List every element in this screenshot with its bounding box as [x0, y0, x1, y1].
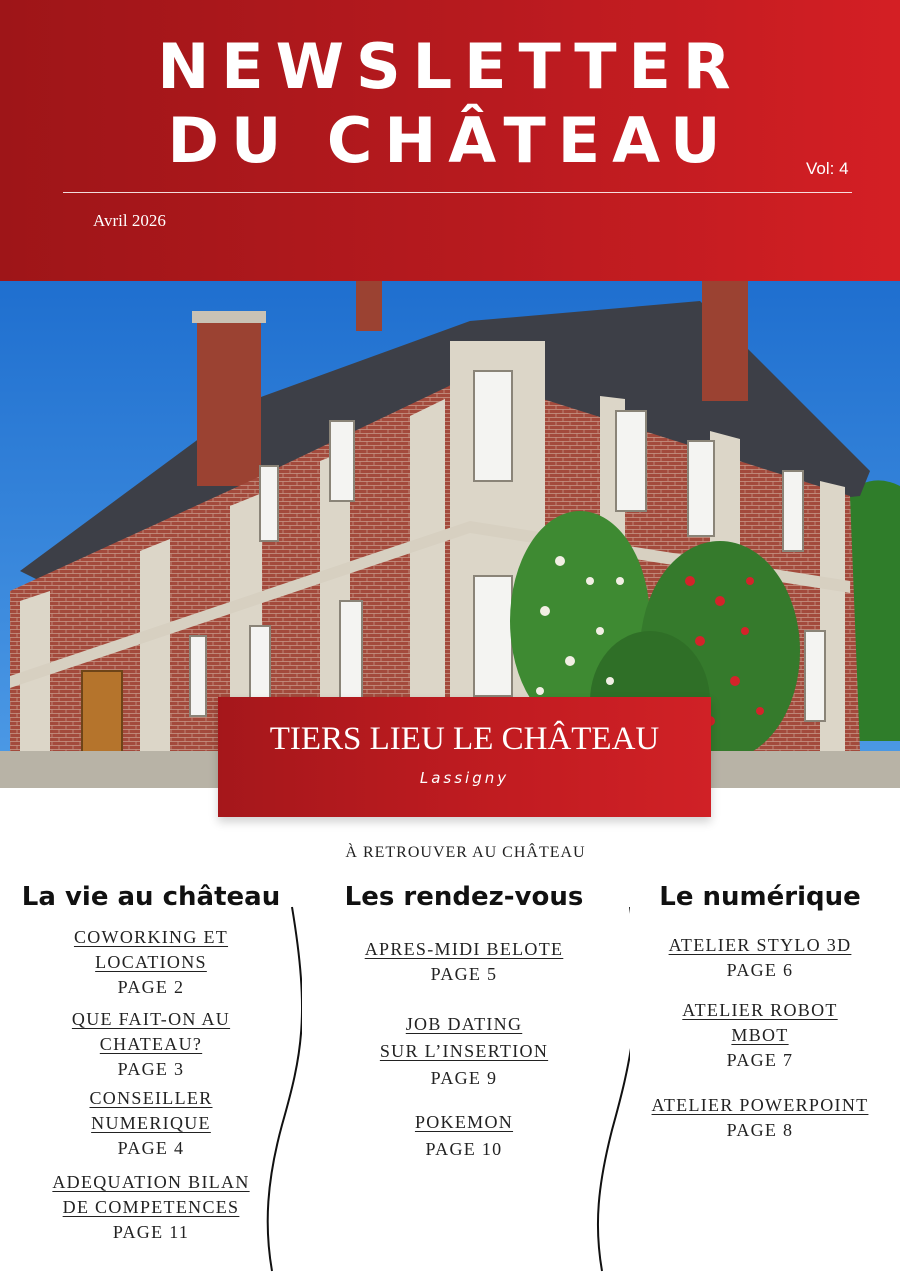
column-rendez-vous — [318, 878, 610, 1159]
toc-entry-title[interactable]: POKEMON — [414, 1112, 514, 1132]
column-heading: Les rendez-vous — [344, 882, 584, 912]
toc-entry-pokemon[interactable] — [318, 1109, 610, 1163]
toc-entry-title[interactable]: ATELIER POWERPOINT — [651, 1095, 869, 1115]
toc-entry-page: PAGE 3 — [117, 1059, 185, 1079]
toc-entry-title[interactable]: NUMERIQUE — [91, 1113, 211, 1133]
toc-entry-page: PAGE 10 — [425, 1139, 503, 1159]
toc-entry-title[interactable]: CHATEAU? — [99, 1034, 203, 1054]
toc-entry-page: PAGE 5 — [430, 964, 498, 984]
issue-date: Avril 2026 — [93, 211, 166, 230]
toc-entry-belote[interactable] — [318, 937, 610, 987]
wavy-divider-right — [590, 905, 630, 1273]
toc-entry-page: PAGE 7 — [726, 1050, 794, 1070]
hero-banner — [218, 697, 711, 817]
column-vie-au-chateau — [12, 878, 290, 1242]
toc-entry-title[interactable]: CONSEILLER — [89, 1088, 213, 1108]
section-label: À RETROUVER AU CHÂTEAU — [345, 844, 586, 861]
toc-entry-title[interactable]: MBOT — [731, 1025, 789, 1045]
header-band — [0, 0, 900, 281]
toc-entry-stylo-3d[interactable] — [640, 933, 880, 983]
toc-entry-page: PAGE 4 — [117, 1138, 185, 1158]
volume-label: Vol: 4 — [806, 159, 849, 178]
toc-entry-conseiller[interactable] — [12, 1086, 290, 1161]
toc-entry-coworking[interactable] — [12, 925, 290, 1000]
toc-entry-title[interactable]: QUE FAIT-ON AU — [71, 1009, 231, 1029]
toc-entry-robot-mbot[interactable] — [640, 998, 880, 1073]
newsletter-title — [0, 30, 900, 178]
toc-entry-powerpoint[interactable] — [640, 1093, 880, 1143]
column-heading: La vie au château — [21, 882, 281, 912]
title-line-2: DU CHÂTEAU — [167, 104, 733, 177]
toc-entry-title[interactable]: APRES-MIDI BELOTE — [364, 939, 564, 959]
header-divider — [63, 192, 852, 193]
toc-entry-page: PAGE 6 — [726, 960, 794, 980]
toc-entry-title[interactable]: COWORKING ET — [73, 927, 229, 947]
toc-entry-title[interactable]: LOCATIONS — [95, 952, 207, 972]
banner-title: TIERS LIEU LE CHÂTEAU — [269, 721, 660, 757]
toc-entry-title[interactable]: ATELIER STYLO 3D — [668, 935, 852, 955]
toc-entry-page: PAGE 8 — [726, 1120, 794, 1140]
toc-entry-title[interactable]: ADEQUATION BILAN — [52, 1172, 250, 1192]
toc-entry-title[interactable]: ATELIER ROBOT — [682, 1000, 838, 1020]
toc-entry-page: PAGE 2 — [117, 977, 185, 997]
toc-entry-page: PAGE 9 — [430, 1068, 498, 1088]
toc-entry-page: PAGE 11 — [112, 1222, 190, 1242]
title-line-1: NEWSLETTER — [157, 30, 743, 103]
toc-entry-job-dating[interactable] — [318, 1011, 610, 1092]
toc-entry-title[interactable]: DE COMPETENCES — [62, 1197, 240, 1217]
banner-subtitle: Lassigny — [419, 769, 510, 787]
column-heading: Le numérique — [659, 882, 861, 912]
toc-entry-title[interactable]: JOB DATING — [405, 1014, 523, 1034]
toc-entry-bilan[interactable] — [12, 1170, 290, 1245]
toc-entry-que-fait-on[interactable] — [12, 1007, 290, 1082]
toc-entry-title[interactable]: SUR L’INSERTION — [379, 1041, 549, 1061]
column-numerique — [640, 878, 880, 1140]
wavy-divider-left — [262, 905, 302, 1273]
